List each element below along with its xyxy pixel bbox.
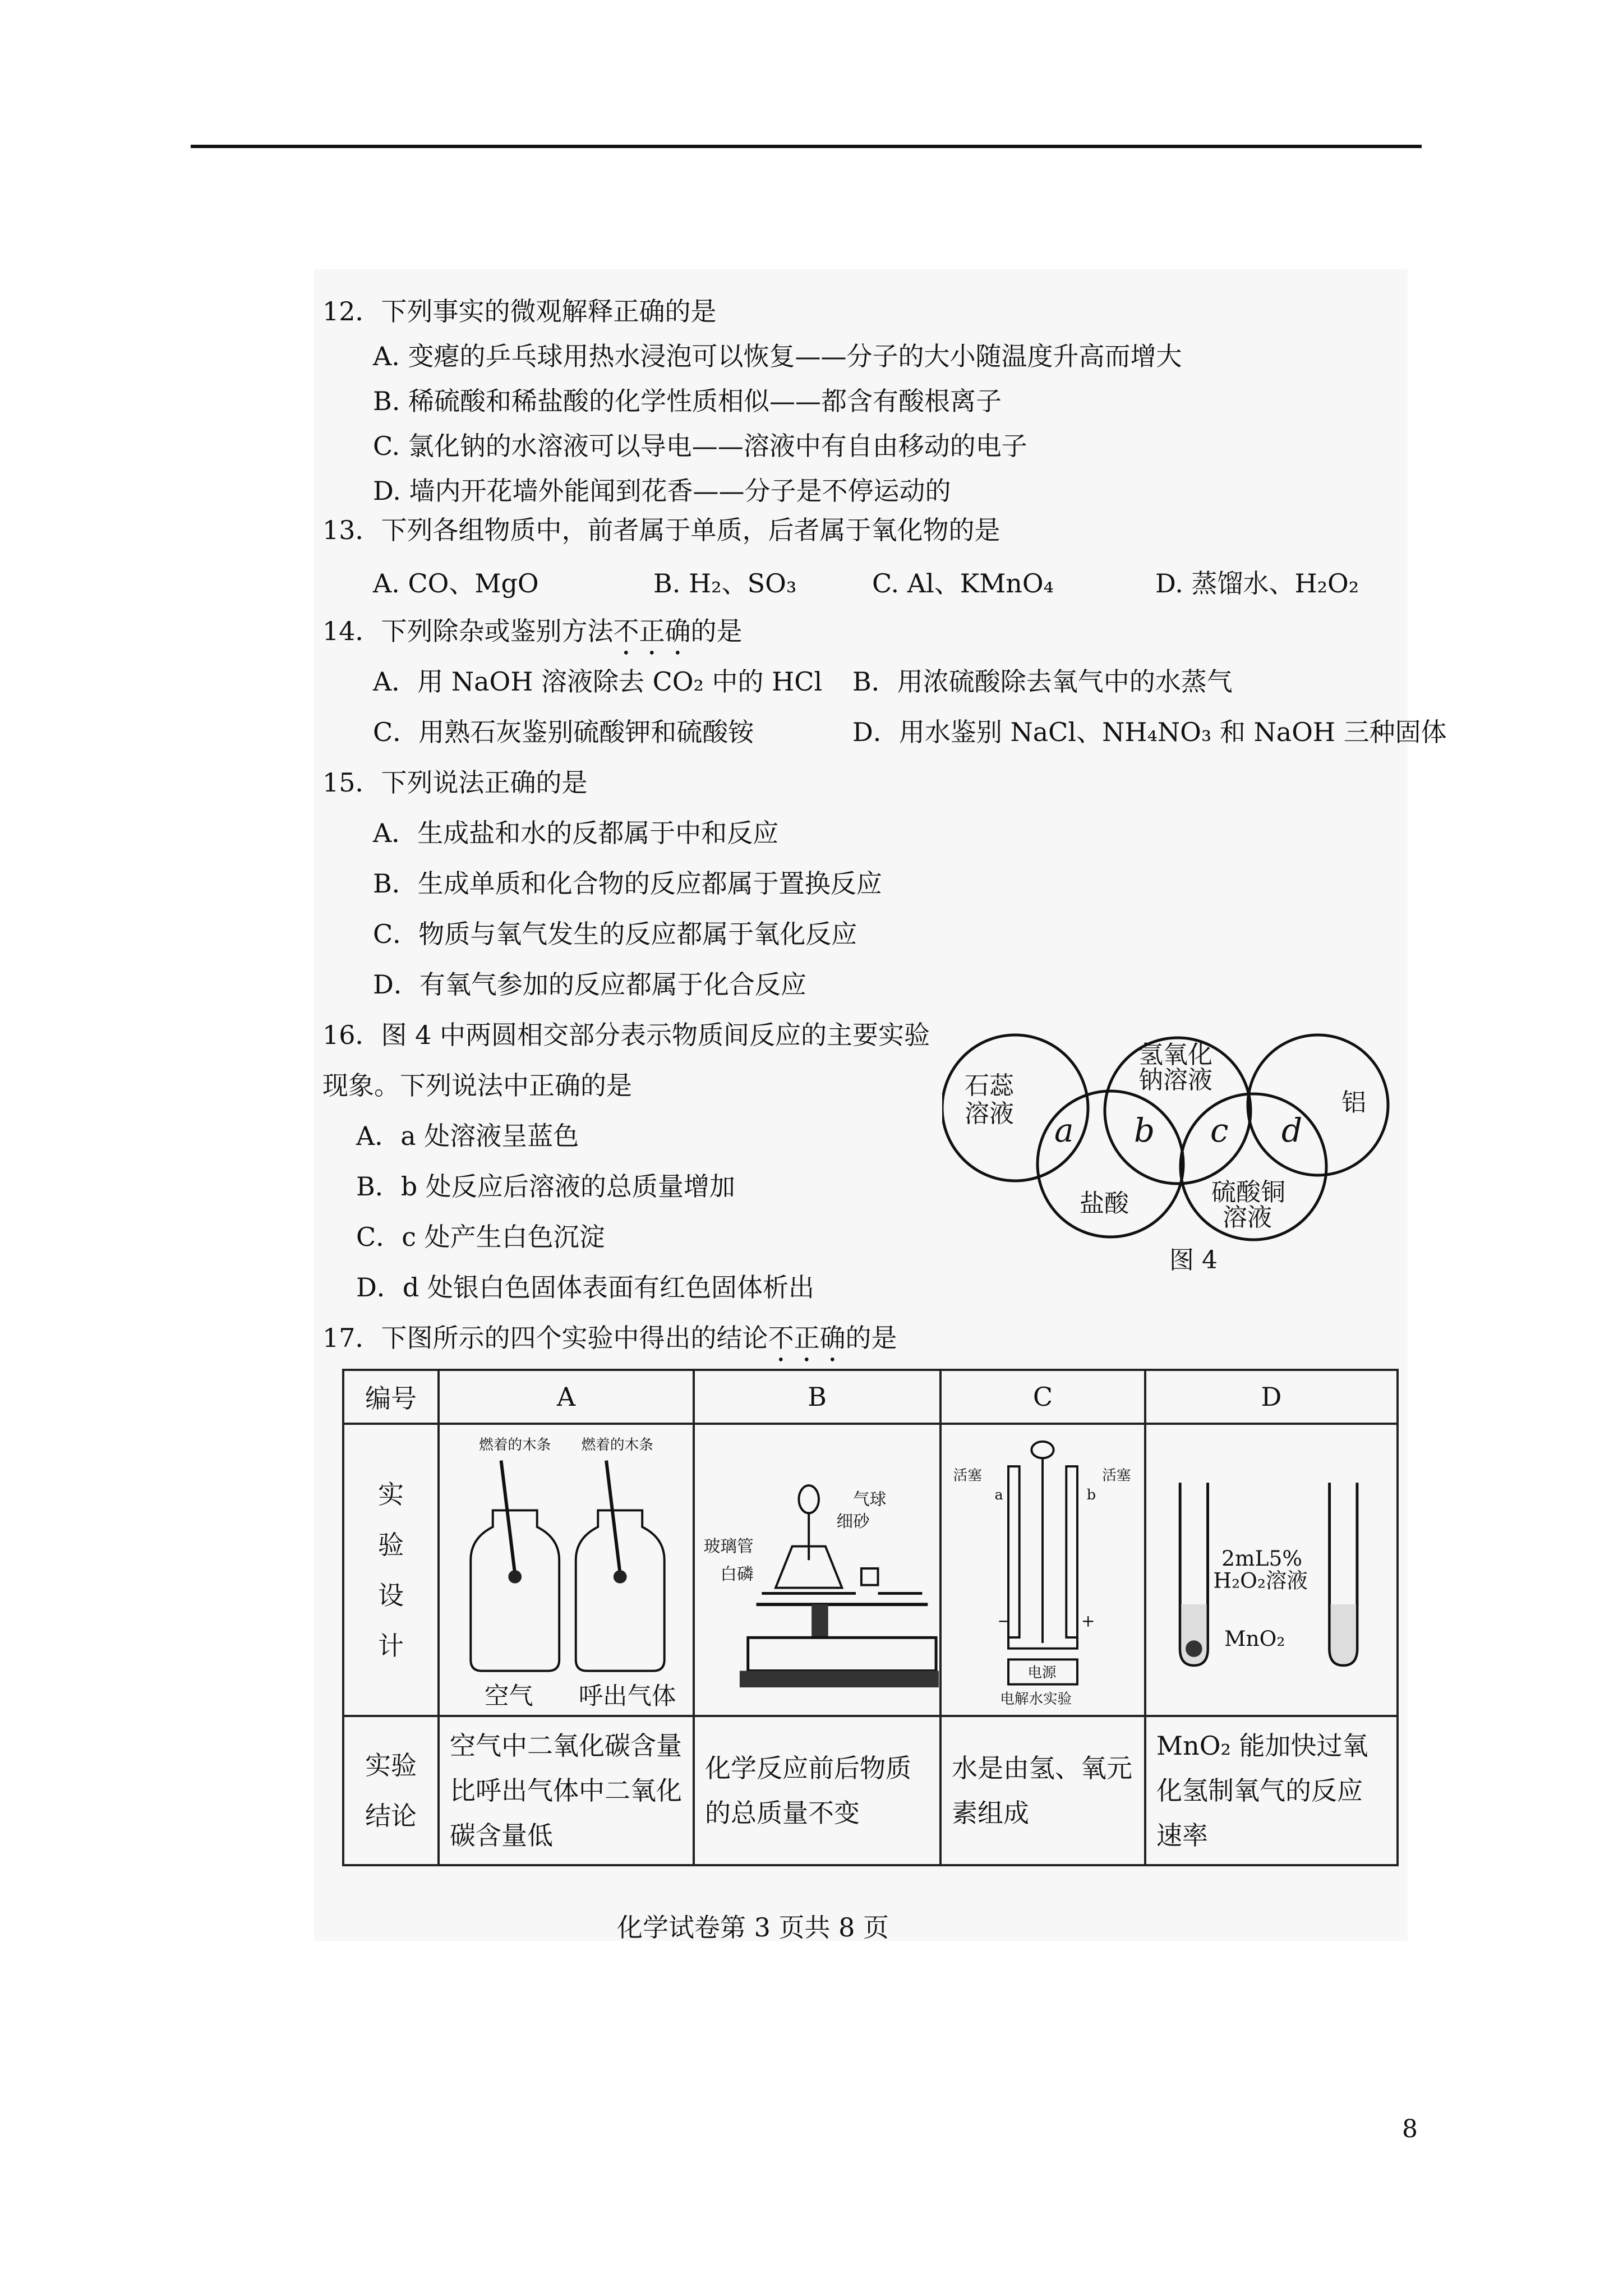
figure-4-label: 图 4: [1169, 1246, 1218, 1274]
label-electrolysis: 电解水实验: [1000, 1691, 1072, 1708]
q14-option-d: D．用水鉴别 NaCl、NH₄NO₃ 和 NaOH 三种固体: [852, 717, 1447, 747]
q16-option-b: B．b 处反应后溶液的总质量增加: [356, 1171, 735, 1202]
header-rule: [191, 145, 1422, 148]
conclusion-c: 水是由氢、氧元素组成: [940, 1716, 1145, 1865]
q16-option-c: C．c 处产生白色沉淀: [356, 1222, 605, 1252]
page-number: 8: [1402, 2115, 1418, 2143]
q12-option-b: B. 稀硫酸和稀盐酸的化学性质相似——都含有酸根离子: [373, 386, 1002, 416]
q14-option-c: C．用熟石灰鉴别硫酸钾和硫酸铵: [373, 717, 754, 747]
label-litmus-1: 石蕊: [965, 1071, 1014, 1100]
diagram-b-balance: [695, 1425, 939, 1714]
question-13-stem: 13．下列各组物质中，前者属于单质，后者属于氧化物的是: [322, 515, 1000, 545]
q13-option-d: D. 蒸馏水、H₂O₂: [1155, 568, 1359, 599]
point-a: a: [1054, 1111, 1074, 1149]
conclusion-b: 化学反应前后物质的总质量不变: [694, 1716, 940, 1865]
table-header-row: [343, 1370, 1398, 1424]
col-header-c: C: [940, 1370, 1145, 1424]
label-naoh-2: 钠溶液: [1138, 1066, 1212, 1094]
q12-option-d: D. 墙内开花墙外能闻到花香——分子是不停运动的: [373, 476, 951, 506]
stick-label-2: 燃着的木条: [581, 1436, 653, 1453]
table-design-row: [343, 1424, 1398, 1716]
q13-option-c: C. Al、KMnO₄: [872, 568, 1054, 599]
label-minus: −: [997, 1611, 1012, 1631]
point-b: b: [1134, 1111, 1155, 1149]
question-14-stem: 14．下列除杂或鉴别方法不正确的是: [322, 616, 743, 646]
venn-diagram-figure-4: [942, 1021, 1391, 1262]
q15-option-d: D．有氧气参加的反应都属于化合反应: [373, 969, 806, 1000]
diagram-d-test-tubes: [1147, 1425, 1396, 1714]
design-c-cell: [940, 1424, 1145, 1716]
question-15-stem: 15．下列说法正确的是: [322, 767, 588, 798]
conclusion-d: MnO₂ 能加快过氧化氢制氧气的反应速率: [1145, 1716, 1398, 1865]
q12-option-a: A. 变瘪的乒乓球用热水浸泡可以恢复——分子的大小随温度升高而增大: [373, 341, 1182, 371]
experiment-table: [342, 1369, 1399, 1866]
q14-option-b: B．用浓硫酸除去氧气中的水蒸气: [852, 666, 1233, 697]
conclusion-a: 空气中二氧化碳含量比呼出气体中二氧化碳含量低: [439, 1716, 694, 1865]
emphasis-text: 不正确: [768, 1323, 846, 1353]
q13-option-b: B. H₂、SO₃: [653, 568, 797, 599]
label-phosphorus: 白磷: [720, 1564, 754, 1584]
row-label-conclusion: 实验 结论: [343, 1716, 439, 1865]
page-footer: 化学试卷第 3 页共 8 页: [617, 1912, 889, 1943]
col-header-d: D: [1145, 1370, 1398, 1424]
label-sand: 细砂: [836, 1512, 870, 1531]
point-d: d: [1281, 1111, 1303, 1149]
jar-label-exhaled: 呼出气体: [578, 1682, 676, 1710]
label-naoh-1: 氢氧化: [1138, 1041, 1212, 1069]
label-tube: 玻璃管: [703, 1536, 754, 1556]
label-b: b: [1086, 1487, 1096, 1504]
row-label-design: 实 验 设 计: [343, 1424, 439, 1716]
q15-option-a: A．生成盐和水的反都属于中和反应: [373, 818, 779, 848]
q12-option-c: C. 氯化钠的水溶液可以导电——溶液中有自由移动的电子: [373, 431, 1027, 461]
point-c: c: [1210, 1111, 1229, 1149]
label-hcl: 盐酸: [1080, 1189, 1129, 1218]
q16-option-d: D．d 处银白色固体表面有红色固体析出: [356, 1272, 814, 1303]
jar-label-air: 空气: [484, 1682, 533, 1710]
circle-al: [1248, 1035, 1388, 1175]
col-header-b: B: [694, 1370, 940, 1424]
question-16-stem-line2: 现象。下列说法中正确的是: [322, 1070, 632, 1101]
label-cuso4-2: 溶液: [1223, 1203, 1272, 1232]
q13-option-a: A. CO、MgO: [373, 568, 539, 599]
header-label: 编号: [343, 1370, 439, 1424]
q14-option-a: A．用 NaOH 溶液除去 CO₂ 中的 HCl: [373, 666, 823, 697]
design-b-cell: [694, 1424, 940, 1716]
design-a-cell: [439, 1424, 694, 1716]
col-header-a: A: [439, 1370, 694, 1424]
label-solution-2: H₂O₂溶液: [1213, 1568, 1308, 1593]
emphasis-text: 不正确: [613, 616, 691, 646]
label-power: 电源: [1027, 1664, 1057, 1681]
label-balloon: 气球: [853, 1489, 887, 1509]
label-plus: +: [1081, 1611, 1095, 1631]
q15-option-b: B．生成单质和化合物的反应都属于置换反应: [373, 868, 882, 899]
q15-option-c: C．物质与氧气发生的反应都属于氧化反应: [373, 919, 857, 949]
label-solution: 2mL5%: [1221, 1546, 1302, 1571]
question-12-stem: 12．下列事实的微观解释正确的是: [322, 296, 717, 326]
circle-litmus: [942, 1035, 1088, 1181]
label-catalyst: MnO₂: [1224, 1626, 1285, 1651]
label-a: a: [994, 1487, 1003, 1504]
design-d-cell: [1145, 1424, 1398, 1716]
label-litmus-2: 溶液: [965, 1099, 1014, 1128]
q16-option-a: A．a 处溶液呈蓝色: [356, 1121, 579, 1151]
table-conclusion-row: [343, 1716, 1398, 1865]
label-al: 铝: [1341, 1088, 1366, 1117]
label-valve-1: 活塞: [953, 1467, 982, 1484]
question-17-stem: 17．下图所示的四个实验中得出的结论不正确的是: [322, 1323, 897, 1353]
diagram-a-jars: [440, 1425, 692, 1714]
diagram-c-electrolysis: [942, 1425, 1144, 1714]
label-cuso4-1: 硫酸铜: [1211, 1178, 1285, 1207]
label-valve-2: 活塞: [1102, 1467, 1131, 1484]
stick-label-1: 燃着的木条: [479, 1436, 551, 1453]
question-16-stem-line1: 16．图 4 中两圆相交部分表示物质间反应的主要实验: [322, 1020, 930, 1050]
